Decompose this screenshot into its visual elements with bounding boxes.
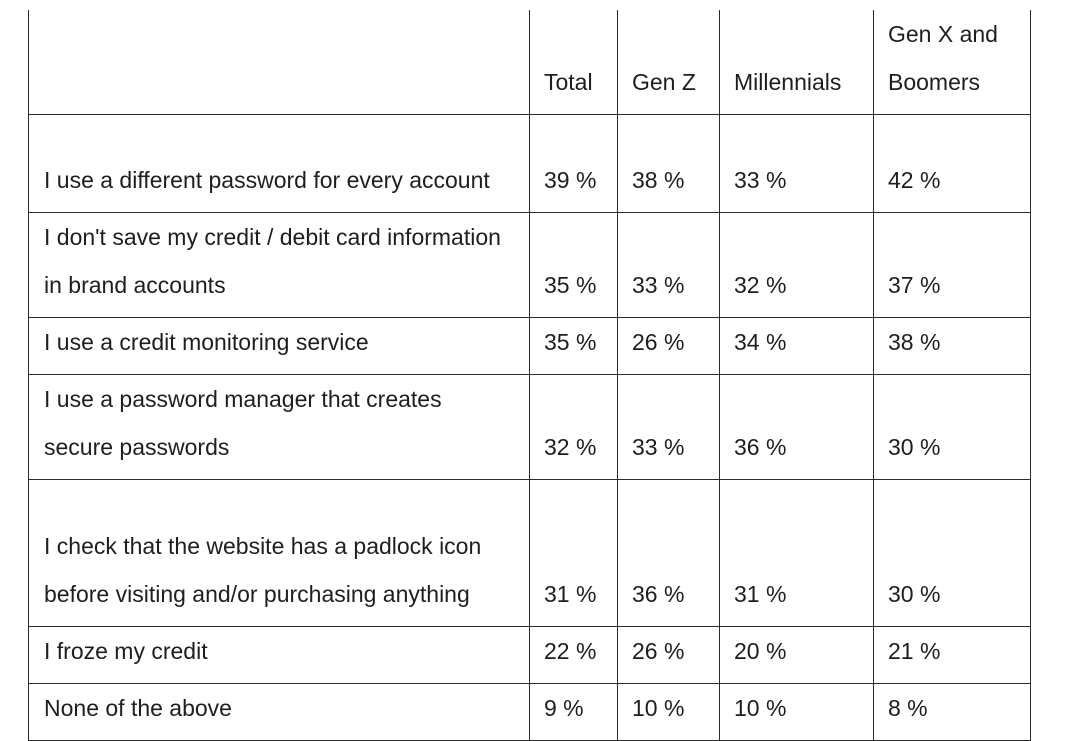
cell-millennials: 10 %	[720, 684, 874, 741]
header-millennials: Millennials	[720, 10, 874, 115]
row-label: None of the above	[29, 684, 530, 741]
cell-total: 39 %	[530, 115, 618, 213]
row-label: I froze my credit	[29, 627, 530, 684]
header-statement	[29, 10, 530, 115]
cell-total: 22 %	[530, 627, 618, 684]
row-label: I use a credit monitoring service	[29, 318, 530, 375]
cell-millennials: 34 %	[720, 318, 874, 375]
table-row	[29, 627, 1031, 684]
row-label: I use a different password for every account	[29, 115, 530, 213]
cell-millennials: 32 %	[720, 213, 874, 318]
table-row	[29, 318, 1031, 375]
survey-table-container	[28, 10, 1031, 741]
cell-gen-x-boomers: 30 %	[874, 375, 1031, 480]
table-header-row	[29, 10, 1031, 115]
table-row	[29, 213, 1031, 318]
table-row	[29, 480, 1031, 627]
cell-gen-z: 38 %	[618, 115, 720, 213]
cell-gen-z: 33 %	[618, 213, 720, 318]
cell-gen-x-boomers: 21 %	[874, 627, 1031, 684]
cell-millennials: 31 %	[720, 480, 874, 627]
cell-millennials: 20 %	[720, 627, 874, 684]
cell-total: 35 %	[530, 318, 618, 375]
table-row	[29, 375, 1031, 480]
cell-gen-z: 26 %	[618, 318, 720, 375]
cell-total: 31 %	[530, 480, 618, 627]
row-label: I don't save my credit / debit card information in brand accounts	[29, 213, 530, 318]
row-label: I check that the website has a padlock icon before visiting and/or purchasing anything	[29, 480, 530, 627]
cell-gen-x-boomers: 38 %	[874, 318, 1031, 375]
cell-millennials: 36 %	[720, 375, 874, 480]
row-label: I use a password manager that creates secure passwords	[29, 375, 530, 480]
cell-gen-z: 33 %	[618, 375, 720, 480]
cell-millennials: 33 %	[720, 115, 874, 213]
cell-gen-z: 26 %	[618, 627, 720, 684]
header-gen-x-boomers: Gen X and Boomers	[874, 10, 1031, 115]
cell-gen-z: 36 %	[618, 480, 720, 627]
cell-total: 9 %	[530, 684, 618, 741]
cell-gen-x-boomers: 37 %	[874, 213, 1031, 318]
survey-table	[28, 10, 1031, 741]
header-gen-z: Gen Z	[618, 10, 720, 115]
cell-gen-x-boomers: 8 %	[874, 684, 1031, 741]
cell-gen-x-boomers: 42 %	[874, 115, 1031, 213]
header-total: Total	[530, 10, 618, 115]
cell-total: 32 %	[530, 375, 618, 480]
cell-total: 35 %	[530, 213, 618, 318]
table-row	[29, 115, 1031, 213]
cell-gen-z: 10 %	[618, 684, 720, 741]
table-row	[29, 684, 1031, 741]
cell-gen-x-boomers: 30 %	[874, 480, 1031, 627]
